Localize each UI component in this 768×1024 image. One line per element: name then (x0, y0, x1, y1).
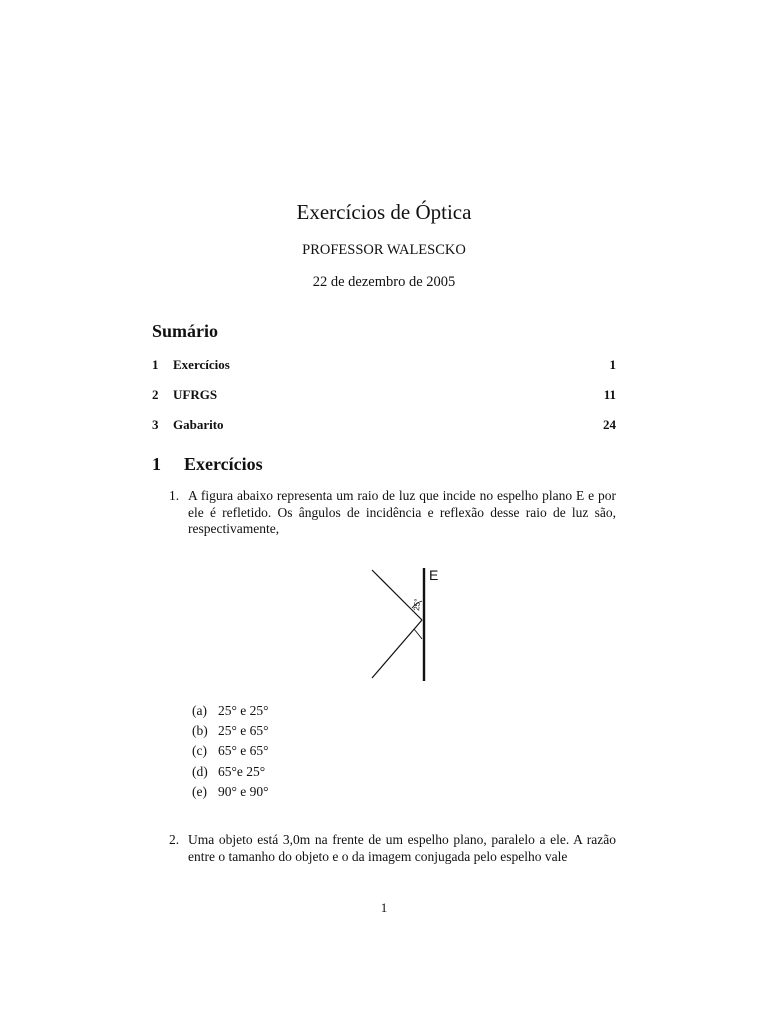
toc-item-exercicios[interactable] (152, 357, 616, 377)
option-label: (d) (192, 763, 208, 779)
option-label: (b) (192, 723, 208, 739)
mirror-reflection-figure (364, 565, 448, 683)
page-number: 1 (380, 900, 388, 915)
document-title: Exercícios de Óptica (296, 200, 472, 224)
option-label: (e) (192, 783, 207, 799)
section-number: 1 (152, 454, 161, 474)
option-value: 25° e 65° (218, 723, 269, 739)
question-text: Uma objeto está 3,0m na frente de um espelho plano, paralelo a ele. A razão entre o tamanho do objeto e o da imagem conjugada pelo espelho vale (188, 832, 616, 864)
reflected-ray (372, 620, 422, 678)
toc-item-ufrgs[interactable] (152, 387, 616, 407)
toc-item-label: UFRGS (173, 387, 218, 402)
toc-item-gabarito[interactable] (152, 417, 616, 437)
toc-item-page: 24 (603, 417, 616, 432)
question-number: 1. (169, 488, 180, 503)
option-label: (a) (192, 703, 207, 718)
toc-item-number: 1 (152, 357, 159, 372)
toc-item-label: Gabarito (173, 417, 224, 432)
toc-item-number: 3 (152, 417, 159, 432)
question-text: A figura abaixo representa um raio de luz que incide no espelho plano E e por ele é refletido. Os ângulos de incidência e reflexão desse raio de luz são, respectivamente, (188, 488, 616, 536)
toc-item-label: Exercícios (173, 357, 230, 372)
toc-heading: Sumário (152, 321, 219, 341)
option-label: (c) (192, 743, 207, 759)
option-value: 25° e 25° (218, 703, 269, 718)
question-number: 2. (169, 832, 180, 847)
document-date: 22 de dezembro de 2005 (312, 274, 456, 290)
option-value: 65° e 65° (218, 743, 269, 759)
angle-label: 25° (412, 598, 423, 612)
toc-item-page: 1 (609, 357, 616, 372)
document-author: PROFESSOR WALESCKO (302, 242, 466, 258)
section-title: Exercícios (184, 454, 263, 474)
option-value: 90° e 90° (218, 783, 269, 799)
angle-arc-reflected (414, 629, 422, 639)
incident-ray (372, 570, 422, 620)
toc-item-number: 2 (152, 387, 159, 402)
mirror-label: E (429, 567, 439, 583)
option-value: 65°e 25° (218, 763, 266, 779)
toc-item-page: 11 (603, 387, 616, 402)
